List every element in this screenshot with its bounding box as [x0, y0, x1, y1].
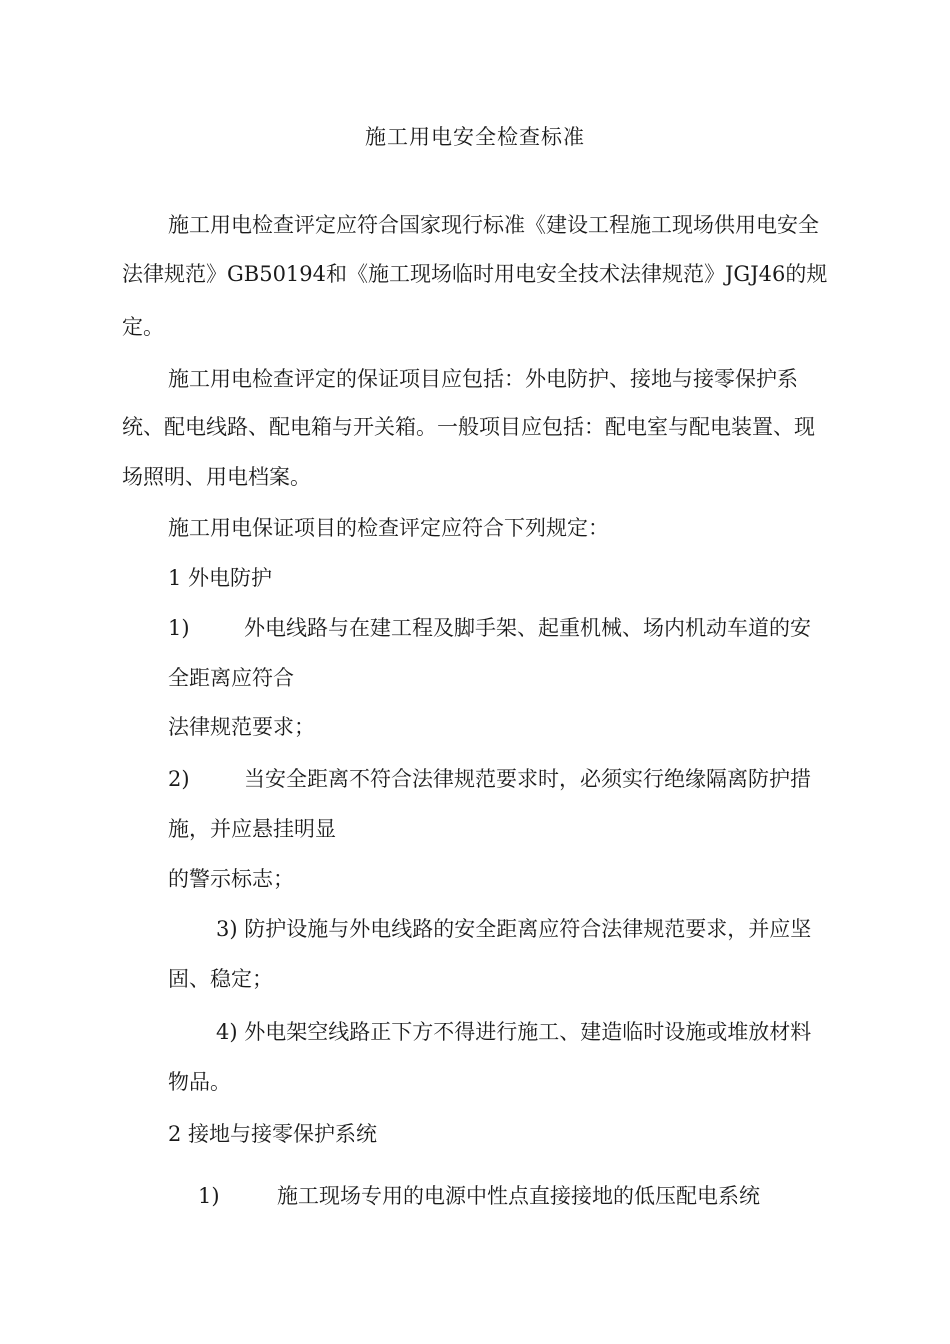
section2-heading: 2 接地与接零保护系统	[168, 1122, 378, 1146]
section1-item2-line1: 当安全距离不符合法律规范要求时，必须实行绝缘隔离防护措	[244, 767, 811, 791]
para2-line3: 场照明、用电档案。	[122, 465, 311, 489]
section1-item3-line1: 3) 防护设施与外电线路的安全距离应符合法律规范要求，并应坚	[216, 917, 812, 941]
section2-item1-line1: 施工现场专用的电源中性点直接接地的低压配电系统	[277, 1184, 760, 1208]
para2-line2: 统、配电线路、配电箱与开关箱。一般项目应包括：配电室与配电装置、现	[122, 415, 815, 439]
section2-item1-number: 1)	[198, 1184, 220, 1208]
section1-item2-number: 2)	[168, 767, 190, 791]
section1-item4-line2: 物品。	[168, 1070, 231, 1094]
page-title: 施工用电安全检查标准	[365, 125, 585, 149]
section1-item2-line2: 施，并应悬挂明显	[168, 817, 336, 841]
section1-item1-line1: 外电线路与在建工程及脚手架、起重机械、场内机动车道的安	[244, 616, 811, 640]
section1-item1-line2: 全距离应符合	[168, 666, 294, 690]
section1-item2-line3: 的警示标志；	[168, 867, 294, 891]
para1-line3: 定。	[122, 315, 164, 339]
section1-heading: 1 外电防护	[168, 566, 273, 590]
para3-line: 施工用电保证项目的检查评定应符合下列规定：	[168, 516, 609, 540]
section1-item4-line1: 4) 外电架空线路正下方不得进行施工、建造临时设施或堆放材料	[216, 1020, 812, 1044]
para1-line2: 法律规范》GB50194和《施工现场临时用电安全技术法律规范》JGJ46的规	[122, 262, 828, 286]
para1-line1: 施工用电检查评定应符合国家现行标准《建设工程施工现场供用电安全	[168, 213, 819, 237]
para2-line1: 施工用电检查评定的保证项目应包括：外电防护、接地与接零保护系	[168, 367, 798, 391]
section1-item1-number: 1)	[168, 616, 190, 640]
section1-item1-line3: 法律规范要求；	[168, 715, 315, 739]
section1-item3-line2: 固、稳定；	[168, 967, 273, 991]
